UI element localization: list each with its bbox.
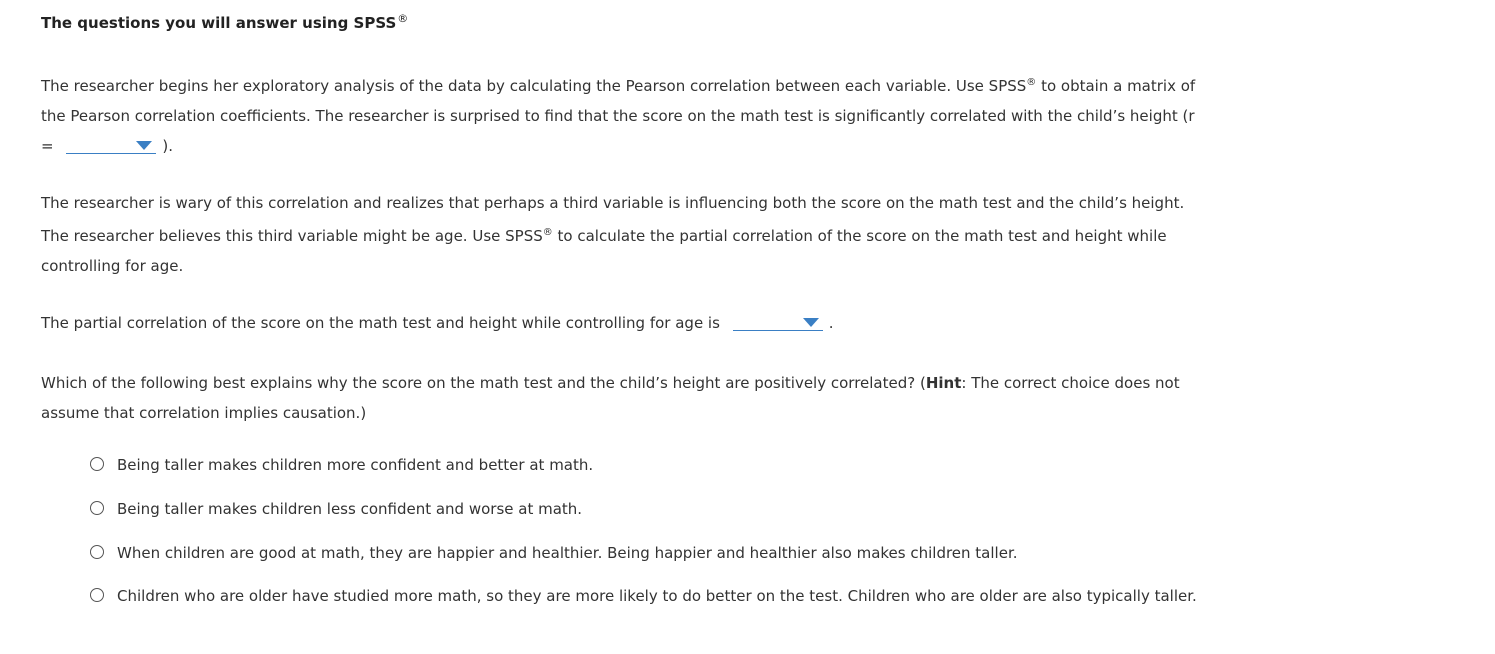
paragraph-text: ). [162,137,173,155]
radio-button[interactable] [90,457,104,471]
caret-down-icon [136,141,152,150]
option-label[interactable]: Being taller makes children more confident and better at math. [117,456,594,474]
radio-button[interactable] [90,545,104,559]
heading-text: The questions you will answer using SPSS [41,14,397,32]
answer-option[interactable] [90,581,1197,611]
paragraph-question [41,368,1201,428]
paragraph-text: The researcher is wary of this correlation and realizes that perhaps a third variable is influencing both the score on the math test and the child’s height. The researcher believes this third variable might be age. Use SPSS [41,194,1185,245]
hint-label: Hint [925,374,962,392]
paragraph-text: The partial correlation of the score on the math test and height while controlling for age is [41,314,725,332]
paragraph-text: to obtain a matrix of the Pearson correlation coefficients. The researcher is surprised to find that the score on the math test is significantly correlated with the child’s height (r = [41,77,1196,155]
partial-correlation-dropdown[interactable] [733,314,823,331]
r-value-dropdown[interactable] [66,137,156,154]
paragraph-text: : The correct choice does not assume that correlation implies causation.) [41,374,1180,422]
registered-mark: ® [397,12,409,25]
registered-mark: ® [1026,77,1037,88]
caret-down-icon [803,318,819,327]
radio-button[interactable] [90,501,104,515]
paragraph-partial-answer [41,308,1201,338]
section-heading [41,12,408,32]
paragraph-partial [41,188,1201,281]
radio-button[interactable] [90,588,104,602]
paragraph-text: to calculate the partial correlation of the score on the math test and height while controlling for age. [41,227,1167,275]
paragraph-text: . [828,314,834,332]
paragraph-text: Which of the following best explains why the score on the math test and the child’s height are positively correlated? ( [41,374,926,392]
option-label[interactable]: Children who are older have studied more math, so they are more likely to do better on the test. Children who are older are also typically taller. [117,587,1197,605]
answer-option[interactable] [90,450,593,480]
option-label[interactable]: When children are good at math, they are happier and healthier. Being happier and healthier also makes children taller. [117,544,1018,562]
answer-option[interactable] [90,494,582,524]
paragraph-pearson [41,68,1201,161]
answer-option[interactable] [90,538,1018,568]
registered-mark: ® [542,227,553,238]
option-label[interactable]: Being taller makes children less confident and worse at math. [117,500,583,518]
paragraph-text: The researcher begins her exploratory analysis of the data by calculating the Pearson correlation between each variable. Use SPSS [41,77,1027,95]
